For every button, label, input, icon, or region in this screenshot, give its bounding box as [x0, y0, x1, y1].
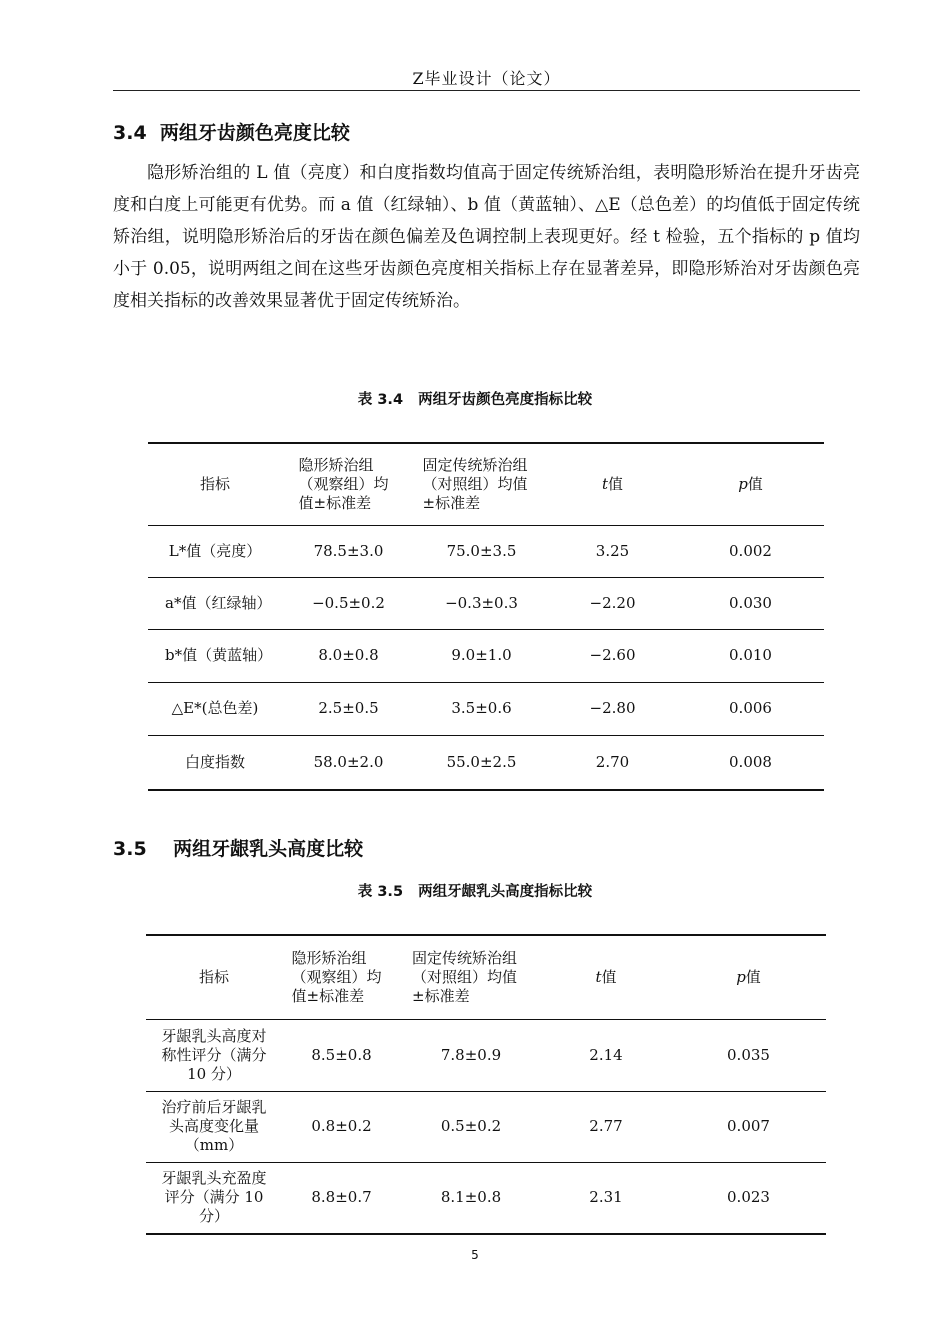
- cell-p: 0.023: [671, 1162, 826, 1234]
- table-row: [148, 682, 824, 735]
- page-number: 5: [471, 1248, 479, 1262]
- cell-t: 2.77: [541, 1091, 671, 1162]
- cell-observe: 78.5±3.0: [282, 525, 415, 577]
- cell-indicator: [146, 1091, 282, 1162]
- body-paragraph: 隐形矫治组的 L 值（亮度）和白度指数均值高于固定传统矫治组，表明隐形矫治在提升牙齿亮度和白度上可能更有优势。而 a 值（红绿轴）、b 值（黄蓝轴）、△E（总色差）的均值低于固定传统矫治组，说明隐形矫治后的牙齿在颜色偏差及色调控制上表现更好。经 t 检验，五个指标的 p 值均小于 0.05，说明两组之间在这些牙齿颜色亮度相关指标上存在显著差异，即隐形矫治对牙齿颜色亮度相关指标的改善效果显著优于固定传统矫治。: [113, 163, 860, 311]
- running-header: Z毕业设计（论文）: [412, 69, 561, 88]
- col-header-observe: [282, 935, 401, 1019]
- cell-control: 7.8±0.9: [401, 1019, 541, 1091]
- header-rule: [113, 90, 860, 91]
- table-row: [146, 1019, 826, 1091]
- cell-t: 2.70: [548, 735, 677, 790]
- col-header-control-text: 固定传统矫治组（对照组）均值±标准差: [422, 455, 528, 512]
- cell-indicator: L*值（亮度）: [148, 525, 282, 577]
- p-suffix: 值: [745, 967, 761, 986]
- table-row: [146, 1091, 826, 1162]
- table-row: [148, 629, 824, 682]
- table-3-5: [146, 934, 826, 1235]
- cell-indicator-text: 牙龈乳头充盈度评分（满分 10 分）: [161, 1169, 267, 1226]
- t-suffix: 值: [608, 474, 624, 493]
- t-letter: t: [595, 967, 602, 986]
- cell-observe: 8.0±0.8: [282, 629, 415, 682]
- cell-p: 0.030: [677, 577, 824, 629]
- cell-control: 8.1±0.8: [401, 1162, 541, 1234]
- t-letter: t: [601, 474, 608, 493]
- cell-indicator: [146, 1019, 282, 1091]
- cell-indicator-text: a*值（红绿轴）: [165, 593, 272, 612]
- table-caption-3-4: 表 3.4 两组牙齿颜色亮度指标比较: [357, 392, 593, 408]
- cell-p: 0.007: [671, 1091, 826, 1162]
- cell-t: 3.25: [548, 525, 677, 577]
- cell-p: 0.002: [677, 525, 824, 577]
- cell-p: 0.006: [677, 682, 824, 735]
- cell-indicator: [148, 577, 282, 629]
- table-row: [148, 735, 824, 790]
- cell-observe: 8.5±0.8: [282, 1019, 401, 1091]
- cell-indicator: △E*(总色差): [148, 682, 282, 735]
- cell-observe: −0.5±0.2: [282, 577, 415, 629]
- col-header-t: [541, 935, 671, 1019]
- cell-control: 55.0±2.5: [415, 735, 548, 790]
- table-caption-3-5: 表 3.5 两组牙龈乳头高度指标比较: [357, 884, 593, 900]
- section-heading-3-5: 3.5 两组牙龈乳头高度比较: [113, 838, 364, 860]
- cell-t: −2.80: [548, 682, 677, 735]
- col-header-control: [401, 935, 541, 1019]
- table-row: [148, 525, 824, 577]
- cell-t: 2.14: [541, 1019, 671, 1091]
- cell-indicator-text: 治疗前后牙龈乳头高度变化量（mm）: [161, 1098, 267, 1154]
- cell-control: 75.0±3.5: [415, 525, 548, 577]
- cell-control: −0.3±0.3: [415, 577, 548, 629]
- col-header-observe: [282, 443, 415, 525]
- col-header-p: [677, 443, 824, 525]
- col-header-control-text: 固定传统矫治组（对照组）均值±标准差: [412, 948, 518, 1005]
- col-header-control: [415, 443, 548, 525]
- cell-indicator: [146, 1162, 282, 1234]
- cell-indicator-text: b*值（黄蓝轴）: [165, 646, 273, 664]
- table-3-4: [148, 442, 824, 791]
- cell-observe: 2.5±0.5: [282, 682, 415, 735]
- cell-observe: 58.0±2.0: [282, 735, 415, 790]
- cell-indicator: 白度指数: [148, 735, 282, 790]
- table-header-row: [148, 443, 824, 525]
- p-letter: p: [738, 474, 748, 493]
- table-row: [148, 577, 824, 629]
- cell-control: 0.5±0.2: [401, 1091, 541, 1162]
- cell-observe: 0.8±0.2: [282, 1091, 401, 1162]
- section-heading-3-4: 3.4 两组牙齿颜色亮度比较: [113, 122, 350, 144]
- cell-control: 3.5±0.6: [415, 682, 548, 735]
- table-header-row: [146, 935, 826, 1019]
- cell-t: 2.31: [541, 1162, 671, 1234]
- cell-p: 0.035: [671, 1019, 826, 1091]
- table-row: [146, 1162, 826, 1234]
- cell-indicator: [148, 629, 282, 682]
- col-header-observe-text: 隐形矫治组（观察组）均值±标准差: [298, 455, 389, 512]
- col-header-t: [548, 443, 677, 525]
- cell-p: 0.010: [677, 629, 824, 682]
- p-letter: p: [736, 967, 746, 986]
- col-header-indicator: 指标: [146, 935, 282, 1019]
- cell-t: −2.60: [548, 629, 677, 682]
- p-suffix: 值: [747, 474, 763, 493]
- col-header-indicator: 指标: [148, 443, 282, 525]
- col-header-observe-text: 隐形矫治组（观察组）均值±标准差: [291, 948, 382, 1005]
- col-header-p: [671, 935, 826, 1019]
- cell-p: 0.008: [677, 735, 824, 790]
- cell-control: 9.0±1.0: [415, 629, 548, 682]
- cell-t: −2.20: [548, 577, 677, 629]
- cell-indicator-text: 牙龈乳头高度对称性评分（满分 10 分）: [161, 1026, 267, 1083]
- cell-observe: 8.8±0.7: [282, 1162, 401, 1234]
- t-suffix: 值: [601, 967, 617, 986]
